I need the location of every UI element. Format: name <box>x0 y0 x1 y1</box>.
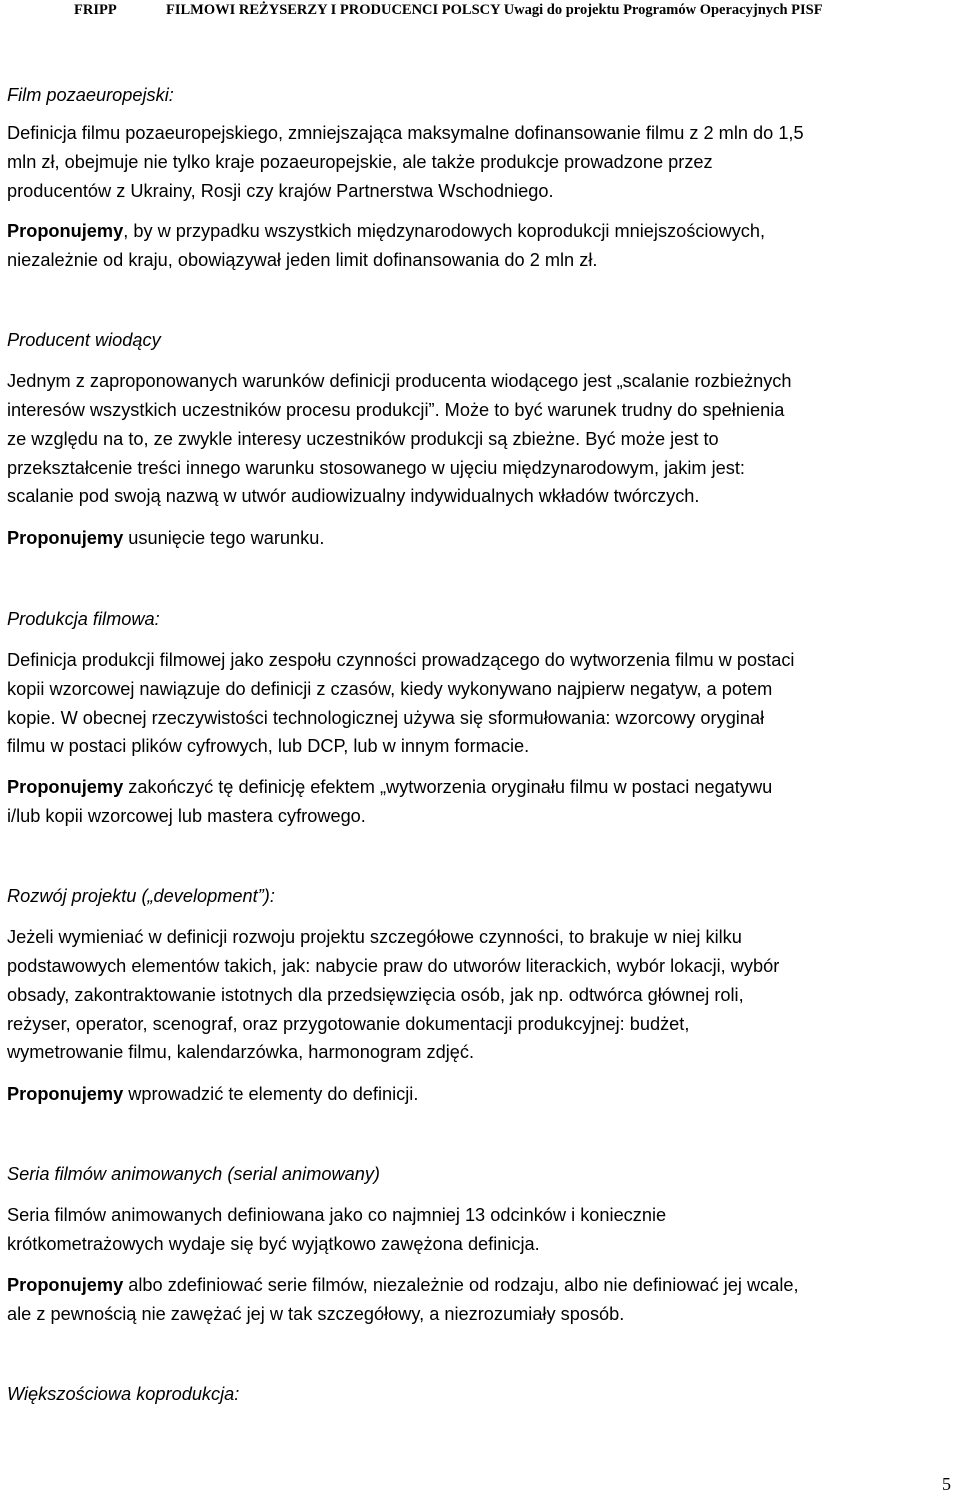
proposal-label: Proponujemy <box>7 221 124 241</box>
proposal-text: zakończyć tę definicję efektem „wytworzenia oryginału filmu w postaci negatywu <box>123 777 773 797</box>
proposal-label: Proponujemy <box>7 777 124 797</box>
paragraph-line: mln zł, obejmuje nie tylko kraje pozaeuropejskie, ale także produkcje prowadzone przez <box>7 152 713 172</box>
proposal-line <box>7 527 324 549</box>
paragraph-line: podstawowych elementów takich, jak: nabycie praw do utworów literackich, wybór lokacji, wybór <box>7 956 780 976</box>
proposal-text: wprowadzić te elementy do definicji. <box>123 1084 419 1104</box>
section-heading: Film pozaeuropejski: <box>7 85 174 105</box>
section-heading: Producent wiodący <box>7 330 161 350</box>
proposal-text: albo zdefiniować serie filmów, niezależnie od rodzaju, albo nie definiować jej wcale, <box>123 1275 799 1295</box>
proposal-label: Proponujemy <box>7 1084 124 1104</box>
paragraph-line: kopie. W obecnej rzeczywistości technologicznej używa się sformułowania: wzorcowy oryginał <box>7 708 765 728</box>
paragraph-line: Definicja produkcji filmowej jako zespołu czynności prowadzącego do wytworzenia filmu w postaci <box>7 650 795 670</box>
proposal-line <box>7 220 765 242</box>
paragraph-line: reżyser, operator, scenograf, oraz przygotowanie dokumentacji produkcyjnej: budżet, <box>7 1014 690 1034</box>
proposal-line <box>7 1083 418 1105</box>
paragraph-line: przekształcenie treści innego warunku stosowanego w ujęciu międzynarodowym, jakim jest: <box>7 458 745 478</box>
section-heading: Większościowa koprodukcja: <box>7 1384 240 1404</box>
page-header <box>0 2 960 22</box>
paragraph-line: wymetrowanie filmu, kalendarzówka, harmonogram zdjęć. <box>7 1042 475 1062</box>
section-heading: Seria filmów animowanych (serial animowany) <box>7 1164 380 1184</box>
paragraph-line: interesów wszystkich uczestników procesu produkcji”. Może to być warunek trudny do spełnienia <box>7 400 785 420</box>
paragraph-line: Jeżeli wymieniać w definicji rozwoju projektu szczegółowe czynności, to brakuje w niej kilku <box>7 927 742 947</box>
proposal-line <box>7 776 772 798</box>
proposal-line: i/lub kopii wzorcowej lub mastera cyfrowego. <box>7 806 366 826</box>
proposal-line: ale z pewnością nie zawężać jej w tak szczegółowy, a niezrozumiały sposób. <box>7 1304 625 1324</box>
paragraph-line: Jednym z zaproponowanych warunków definicji producenta wiodącego jest „scalanie rozbieżnych <box>7 371 792 391</box>
proposal-text: , by w przypadku wszystkich międzynarodowych koprodukcji mniejszościowych, <box>123 221 766 241</box>
proposal-line <box>7 1274 799 1296</box>
proposal-text: usunięcie tego warunku. <box>123 528 325 548</box>
page-number: 5 <box>942 1474 951 1494</box>
paragraph-line: obsady, zakontraktowanie istotnych dla przedsięwzięcia osób, jak np. odtwórca głównej roli, <box>7 985 744 1005</box>
paragraph-line: producentów z Ukrainy, Rosji czy krajów Partnerstwa Wschodniego. <box>7 181 554 201</box>
paragraph-line: Seria filmów animowanych definiowana jako co najmniej 13 odcinków i koniecznie <box>7 1205 667 1225</box>
section-heading: Produkcja filmowa: <box>7 609 160 629</box>
proposal-label: Proponujemy <box>7 528 124 548</box>
proposal-label: Proponujemy <box>7 1275 124 1295</box>
paragraph-line: krótkometrażowych wydaje się być wyjątkowo zawężona definicja. <box>7 1234 540 1254</box>
proposal-line: niezależnie od kraju, obowiązywał jeden limit dofinansowania do 2 mln zł. <box>7 250 598 270</box>
paragraph-line: Definicja filmu pozaeuropejskiego, zmniejszająca maksymalne dofinansowanie filmu z 2 mln do 1,5 <box>7 123 804 143</box>
paragraph-line: scalanie pod swoją nazwą w utwór audiowizualny indywidualnych wkładów twórczych. <box>7 486 700 506</box>
paragraph-line: filmu w postaci plików cyfrowych, lub DCP, lub w innym formacie. <box>7 736 530 756</box>
header-org: FRIPP <box>74 2 117 18</box>
paragraph-line: ze względu na to, ze zwykle interesy uczestników produkcji są zbieżne. Być może jest to <box>7 429 719 449</box>
paragraph-line: kopii wzorcowej nawiązuje do definicji z czasów, kiedy wykonywano najpierw negatyw, a potem <box>7 679 773 699</box>
section-heading: Rozwój projektu („development”): <box>7 886 275 906</box>
header-title: FILMOWI REŻYSERZY I PRODUCENCI POLSCY Uwagi do projektu Programów Operacyjnych PISF <box>166 2 823 18</box>
